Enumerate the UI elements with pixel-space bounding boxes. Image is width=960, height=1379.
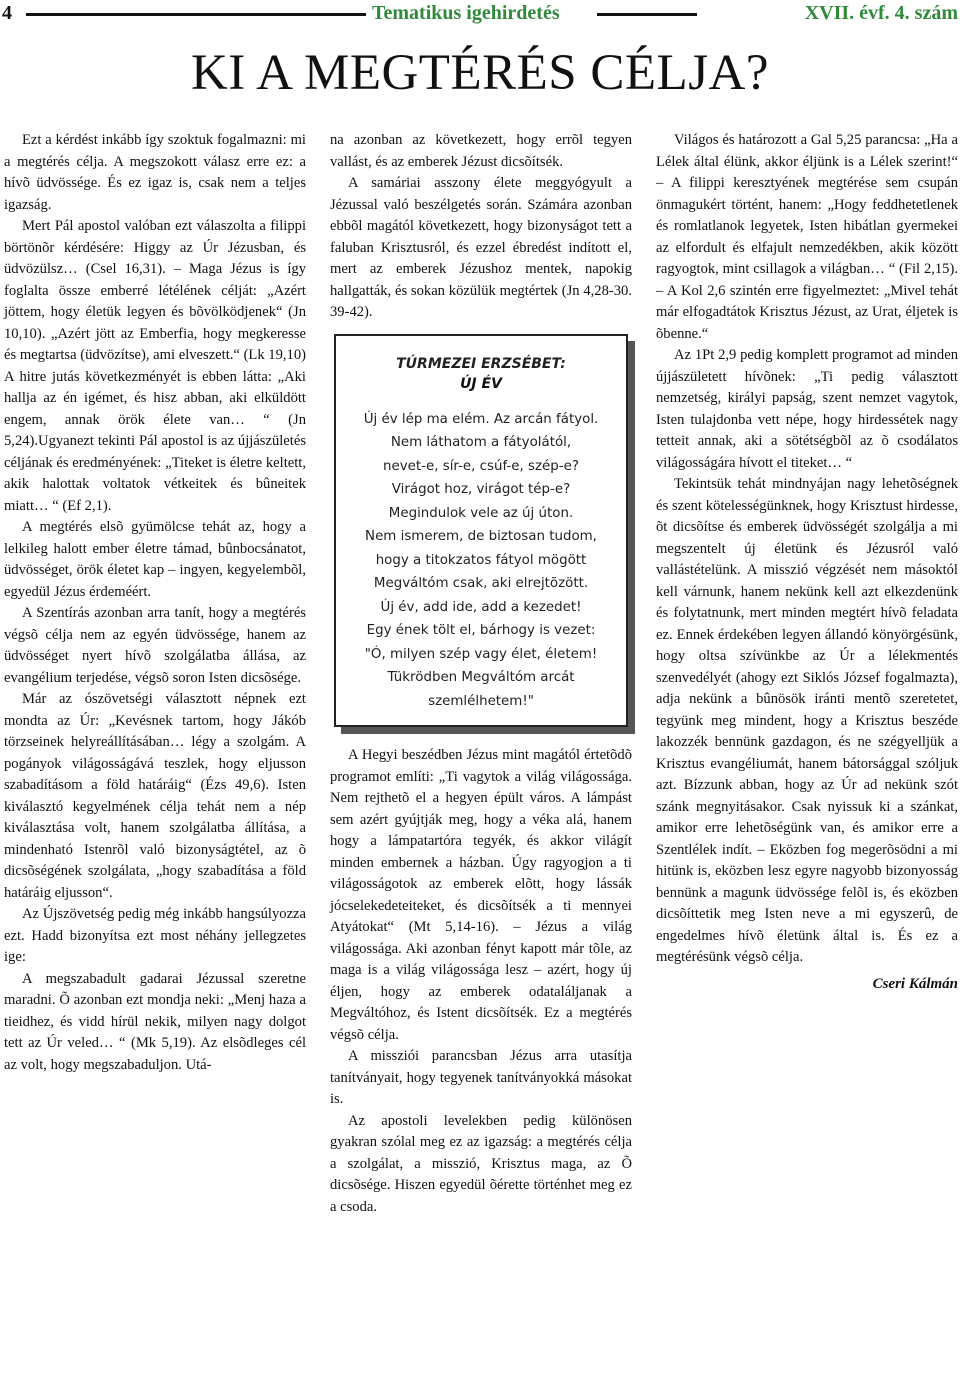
poem-line: Nem ismerem, de biztosan tudom, [365, 529, 597, 544]
header-rule-left [26, 13, 366, 16]
poem-line: "Ó, milyen szép vagy élet, életem! [364, 646, 598, 662]
paragraph: Az apostoli levelekben pedig különösen gyakran szólal meg ez az igazság: a megtérés célja a szolgálat, a misszió, Krisztus maga, az Õ dicsõsége. Hiszen egyedül õérette történhet meg ez a csoda. [330, 1112, 632, 1215]
article-column-3 [656, 130, 958, 995]
paragraph: Az 1Pt 2,9 pedig komplett programot ad minden újjászületett hívõnek: „Ti pedig választott nemzetség, királyi papság, szent nemzet vagytok, Isten tulajdonba vett népe, hogy hirdessétek nagy tetteit annak, aki a sötétségbõl az õ csodálatos világosságára hívott el titeket… “ [656, 347, 958, 471]
paragraph: A missziói parancsban Jézus arra utasítja tanítványait, hogy tegyenek tanítványokká másokat is. [330, 1048, 632, 1107]
paragraph: Világos és határozott a Gal 5,25 parancsa: „Ha a Lélek által élünk, akkor éljünk is a Lélek szerint!“ – A filippi keresztyének megtérése sem csupán önmagukért történt, hanem: „Hogy feddhetetlenek és romlatlanok legyetek, Isten hibátlan gyermekei az elfordult és elfajult nemzedékben, akik között ragyogtok, mint csillagok a világban… “ (Fil 2,15). – A Kol 2,6 szintén erre figyelmeztet: „Mivel tehát már elfogadtátok Krisztus Jézust, az Urat, éljetek is õbenne.“ [656, 132, 958, 342]
poem-title: ÚJ ÉV [460, 375, 502, 392]
paragraph: Ezt a kérdést inkább így szoktuk fogalmazni: mi a megtérés célja. A megszokott válasz erre ez: a hívõ üdvössége. És ez igaz is, csak nem a teljes igazság. [4, 132, 306, 213]
author-signature: Cseri Kálmán [872, 975, 958, 992]
paragraph: A megtérés elsõ gyümölcse tehát az, hogy a lelkileg halott ember életre támad, bûnbocsánatot, üdvösséget, örök életet kap – ingyen, kegyelembõl, egyedül Jézus érdeméért. [4, 519, 306, 600]
paragraph: Már az ószövetségi választott népnek ezt mondta az Úr: „Kevésnek tartom, hogy Jákób törzseinek helyreállításában… légy a szolgám. A pogányok világosságává teszlek, hogy eljusson szabadításom a föld határáig“ (Ézs 49,6). Isten kiválasztó kegyelmének célja tehát nem a nép kiválasztása volt, hanem szolgálatba állítása, a mindenható Istenrõl való bizonyságtétel, az õ dicsõségének szolgálata, „hogy szabadítása a föld határáig eljusson“. [4, 691, 306, 901]
poem-line: hogy a titokzatos fátyol mögött [375, 552, 587, 568]
issue-number: XVII. évf. 4. szám [804, 2, 958, 24]
header-rule-right [597, 13, 697, 16]
paragraph: A megszabadult gadarai Jézussal szeretne maradni. Õ azonban ezt mondja neki: „Menj haza a tieidhez, és vidd hírül nekik, milyen nagy dolgot tett az Úr veled… “ (Mk 5,19). Az elsõdleges cél az volt, hogy megszabaduljon. Utá- [4, 970, 306, 1073]
poem-line: Új év, add ide, add a kezedet! [380, 599, 582, 615]
article-title: KI A MEGTÉRÉS CÉLJA? [190, 45, 770, 101]
paragraph: Mert Pál apostol valóban ezt válaszolta a filippi börtönõr kérdésére: Higgy az Úr Jézusban, és üdvözülsz… (Csel 16,31). – Maga Jézus is így foglalta össze emberré létélének célját: „Azért jöttem, hogy életük legyen és bõvölködjenek“ (Jn 10,10). „Azért jött az Emberfia, hogy megkeresse és megtartsa (üdvözítse), ami elveszett.“ (Lk 19,10) A hitre jutás következményét is ebben látta: „Aki hallja az én igémet, és hisz abban, aki elküldött engem, annak örök élete van… “ (Jn 5,24).Ugyanezt tekinti Pál apostol is az újjászületés céljának és eredményének: „Titeket is életre keltett, akik halottak voltatok vétkeitek és bûneitek miatt… “ (Ef 2,1). [4, 218, 306, 514]
paragraph: A Hegyi beszédben Jézus mint magától értetõdõ programot említi: „Ti vagytok a világ világossága. Nem rejthetõ el a hegyen épült város. A lámpást sem azért gyújtják meg, hogy a véka alá, hanem hogy a lámpatartóra tegyék, és akkor világít minden embernek a házban. Úgy ragyogjon a ti világosságotok az emberek elõtt, hogy lássák jócselekedeteiteket, és dicsõítsék a ti mennyei Atyátokat“ (Mt 5,14-16). – Jézus a világ világossága. Aki azonban fényt kapott már tõle, az maga is a világ világossága lesz – azért, hogy új éljen, hogy az emberek odataláljanak a Megváltóhoz, és Istent dicsõítsék. Ez a megtérés végsõ célja. [330, 747, 632, 1043]
poem-box [334, 334, 628, 728]
poem-line: Megváltóm csak, aki elrejtõzött. [373, 576, 589, 591]
paragraph: na azonban az következett, hogy errõl tegyen vallást, és az emberek Jézust dicsõítsék. [330, 132, 632, 170]
article-column-1 [4, 130, 306, 1076]
poem-line: Virágot hoz, virágot tép-e? [391, 482, 571, 497]
page-number: 4 [2, 2, 12, 24]
paragraph: A samáriai asszony élete meggyógyult a Jézussal való beszélgetés során. Számára azonban ebbõl magától következett, hogy bizonyságot tett a faluban Krisztusról, és ezzel ébredést indított el, mert az emberek Jézushoz mentek, napokig hallgatták, és sokan közülük megtértek (Jn 4,28-30. 39-42). [330, 175, 632, 320]
poem-line: Egy ének tölt el, bárhogy is vezet: [366, 623, 596, 638]
page-header [0, 0, 960, 30]
poem-line: Megindulok vele az új úton. [388, 505, 574, 521]
article-column-2 [330, 130, 632, 1218]
poem-line: Tükrödben Megváltóm arcát szemlélhetem!" [387, 670, 575, 709]
paragraph: Az Újszövetség pedig még inkább hangsúlyozza ezt. Hadd bizonyítsa ezt most néhány jellegzetes ige: [4, 906, 306, 965]
poem-author: TÚRMEZEI ERZSÉBET: [396, 355, 566, 372]
poem-line: Nem láthatom a fátyolától, [390, 435, 572, 450]
poem-line: nevet-e, sír-e, csúf-e, szép-e? [383, 458, 579, 474]
paragraph: Tekintsük tehát mindnyájan nagy lehetõségnek és szent kötelességünknek, hogy Krisztust hirdesse, õt dicsõítse és emberek üdvösségét szolgálja a mi megszentelt új életünk és Jézusról való vallástételünk. A misszió végzését nem másoktól kell várnunk, hanem nekünk kell azt elkezdenünk és folytatnunk, mert minden megtért hívõ feladata ez. Ennek érdekében legyen állandó könyörgésünk, hogy oltsa szívünkbe az Úr a lélekmentés szenvedélyét (ahogy ezt Siklós József fogalmazta), adja nekünk a bûnösök iránti mentõ szeretetet, tegyünk meg mindent, hogy a Krisztus beszéde lakozzék bennünk gazdagon, és ne szégyelljük a Krisztus evangéliumát, hanem bátorsággal szóljuk azt. Bízzunk abban, hogy az Úr ad nekünk szót szánk megnyitásakor. Csak nyissuk ki a szánkat, amikor erre lehetõségünk van, és amikor erre a Szentlélek indít. – Eközben fog megerõsödni a mi hitünk is, eközben lesz egyre nagyobb bizonyosság bennünk a magunk üdvössége felõl is, és eközben dicsõíttetik meg Isten neve a mi egyszerû, de engedelmes hívõ életünk által is. És ez a megtérésünk végsõ célja. [656, 476, 958, 965]
paragraph: A Szentírás azonban arra tanít, hogy a megtérés végsõ célja nem az egyén üdvössége, hanem az üdvösséget nyert hívõ szolgálatba állása, az evangélium terjedése, végsõ soron Isten dicsõsége. [4, 605, 306, 686]
section-title: Tematikus igehirdetés [372, 2, 560, 24]
poem-line: Új év lép ma elém. Az arcán fátyol. [363, 411, 599, 427]
